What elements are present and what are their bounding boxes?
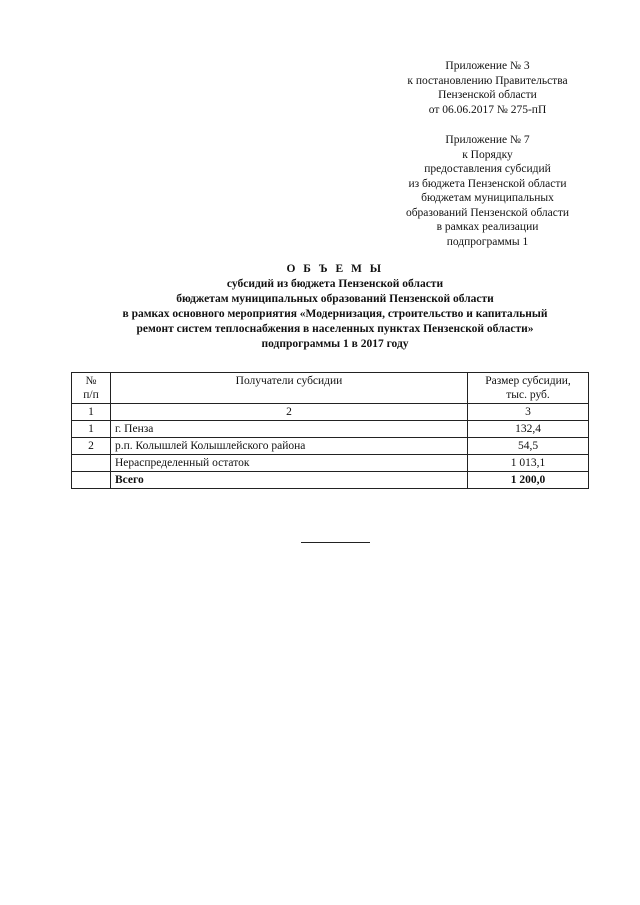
total-label: Всего	[111, 472, 468, 489]
row-amount: 132,4	[468, 421, 589, 438]
heading-line: подпрограммы 1 в 2017 году	[261, 338, 409, 350]
row-num: 1	[72, 421, 111, 438]
row-amount: 54,5	[468, 438, 589, 455]
header-amount	[468, 373, 589, 404]
appendix-line: Приложение № 3	[445, 60, 530, 72]
column-number-row	[72, 404, 589, 421]
row-num	[72, 455, 111, 472]
heading-line: субсидий из бюджета Пензенской области	[226, 278, 444, 290]
table-row	[72, 438, 589, 455]
header-num-line2: п/п	[83, 389, 99, 401]
row-recipient: р.п. Колышлей Колышлейского района	[111, 438, 468, 455]
closing-divider	[301, 542, 370, 543]
total-num	[72, 472, 111, 489]
column-number: 2	[111, 404, 468, 421]
document-heading	[40, 262, 630, 352]
column-number: 3	[468, 404, 589, 421]
header-num-line1: №	[85, 375, 97, 387]
row-recipient: г. Пенза	[111, 421, 468, 438]
header-amount-line2: тыс. руб.	[506, 389, 550, 401]
row-amount: 1 013,1	[468, 455, 589, 472]
table-total-row	[72, 472, 589, 489]
table-row	[72, 421, 589, 438]
appendix-line: из бюджета Пензенской области	[408, 177, 567, 190]
column-number: 1	[72, 404, 111, 421]
appendix-line: Приложение № 7	[445, 134, 530, 146]
heading-line: ремонт систем теплоснабжения в населенных пунктах Пензенской области»	[136, 323, 534, 335]
table-row	[72, 455, 589, 472]
subsidy-table	[71, 372, 589, 489]
appendix-line: Пензенской области	[438, 89, 537, 101]
appendix-line: предоставления субсидий	[424, 163, 551, 175]
appendix-line: к Порядку	[462, 148, 513, 161]
total-amount: 1 200,0	[468, 472, 589, 489]
appendix-line: к постановлению Правительства	[407, 74, 568, 87]
appendix-line: в рамках реализации	[436, 221, 539, 233]
header-num	[72, 373, 111, 404]
appendix-line: бюджетам муниципальных	[421, 192, 554, 204]
appendix-line: от 06.06.2017 № 275-пП	[428, 103, 547, 116]
appendix-gap	[380, 117, 595, 133]
header-amount-line1: Размер субсидии,	[485, 375, 571, 387]
heading-line: бюджетам муниципальных образований Пензенской области	[176, 293, 494, 305]
appendix-line: образований Пензенской области	[405, 206, 570, 219]
table-header-row	[72, 373, 589, 404]
heading-title: О Б Ъ Е М Ы	[286, 263, 384, 275]
heading-line: в рамках основного мероприятия «Модернизация, строительство и капитальный	[122, 308, 548, 320]
appendix-line: подпрограммы 1	[446, 235, 529, 248]
row-num: 2	[72, 438, 111, 455]
row-recipient: Нераспределенный остаток	[111, 455, 468, 472]
header-recipients: Получатели субсидии	[111, 373, 468, 404]
appendix-header	[380, 59, 595, 249]
